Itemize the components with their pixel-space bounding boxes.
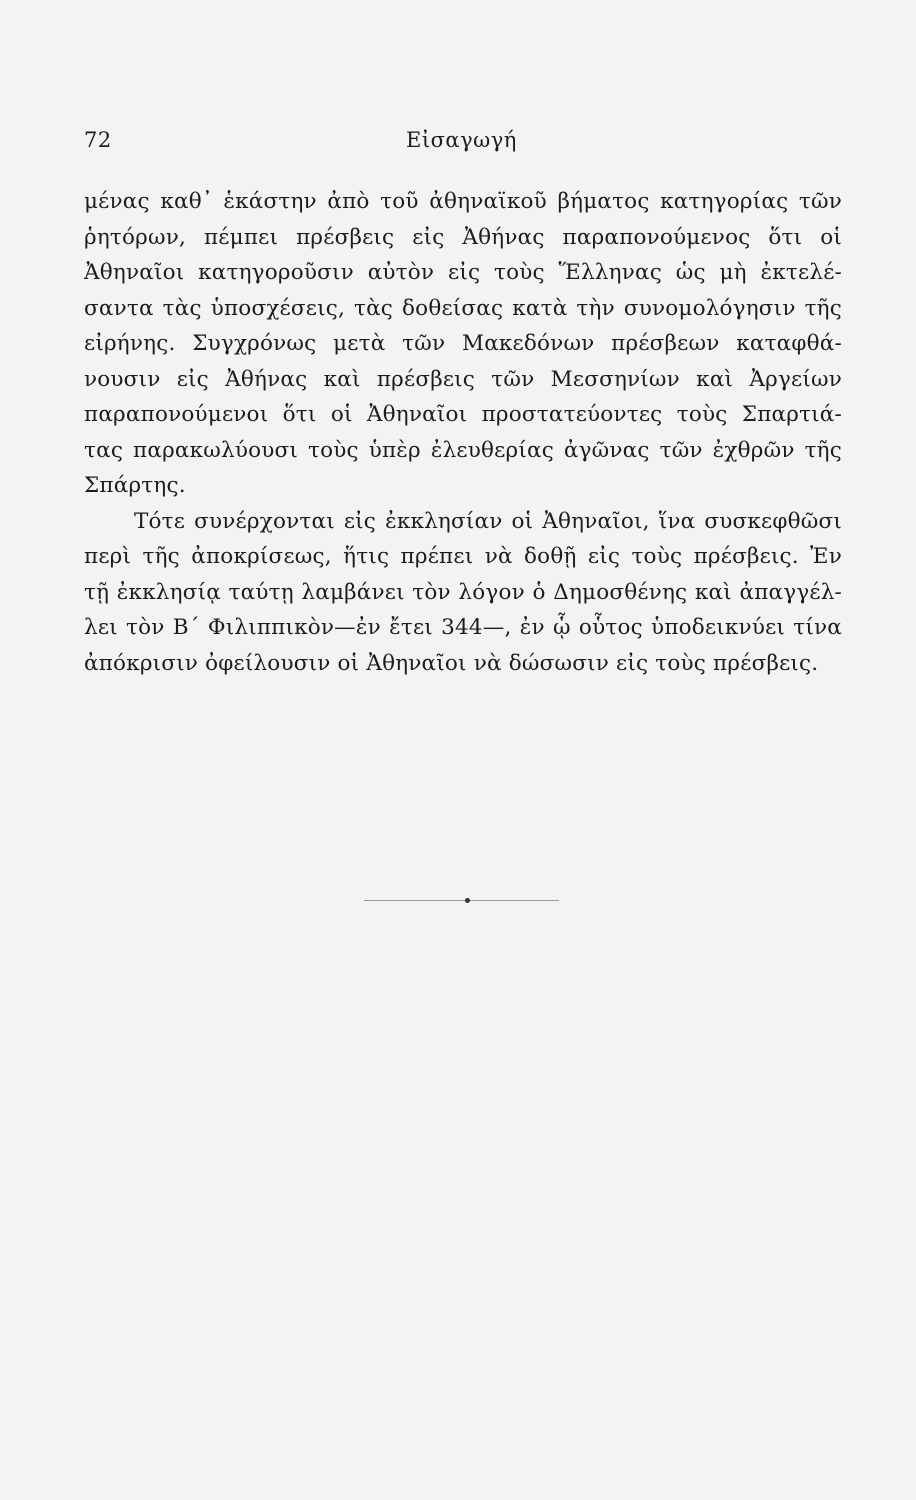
text-line: παραπονούμενοι ὅτι οἱ Ἀθηναῖοι προστατεύοντες τοὺς Σπαρτιά- — [84, 402, 842, 427]
text-line: εἰρήνης. Συγχρόνως μετὰ τῶν Μακεδόνων πρέσβεων καταφθά- — [84, 331, 842, 356]
text-line: Ἀθηναῖοι κατηγοροῦσιν αὐτὸν εἰς τοὺς Ἕλληνας ὡς μὴ ἐκτελέ- — [84, 260, 842, 285]
section-divider — [364, 900, 559, 901]
text-line: μένας καθ᾽ ἑκάστην ἀπὸ τοῦ ἀθηναϊκοῦ βήματος κατηγορίας τῶν — [84, 189, 842, 214]
text-line: τας παρακωλύουσι τοὺς ὑπὲρ ἐλευθερίας ἀγῶνας τῶν ἐχθρῶν τῆς — [84, 437, 842, 463]
running-title: Εἰσαγωγή — [406, 128, 517, 152]
text-line: τῇ ἐκκλησίᾳ ταύτῃ λαμβάνει τὸν λόγον ὁ Δημοσθένης καὶ ἀπαγγέλ- — [84, 579, 842, 605]
text-line: Σπάρτης. — [84, 473, 186, 498]
text-line: νουσιν εἰς Ἀθήνας καὶ πρέσβεις τῶν Μεσσηνίων καὶ Ἀργείων — [84, 366, 842, 392]
text-line: ῥητόρων, πέμπει πρέσβεις εἰς Ἀθήνας παραπονούμενος ὅτι οἱ — [84, 224, 842, 250]
body-text — [84, 184, 842, 681]
text-line: Τότε συνέρχονται εἰς ἐκκλησίαν οἱ Ἀθηναῖοι, ἵνα συσκεφθῶσι — [134, 508, 842, 534]
text-line: σαντα τὰς ὑποσχέσεις, τὰς δοθείσας κατὰ τὴν συνομολόγησιν τῆς — [84, 295, 842, 321]
text-line: λει τὸν Β΄ Φιλιππικὸν—ἐν ἔτει 344—, ἐν ᾧ οὗτος ὑποδεικνύει τίνα — [84, 615, 842, 640]
text-line: περὶ τῆς ἀποκρίσεως, ἥτις πρέπει νὰ δοθῇ εἰς τοὺς πρέσβεις. Ἐν — [84, 544, 842, 569]
page-header — [84, 128, 842, 160]
page-number: 72 — [84, 128, 112, 152]
text-line: ἀπόκρισιν ὀφείλουσιν οἱ Ἀθηναῖοι νὰ δώσωσιν εἰς τοὺς πρέσβεις. — [84, 650, 819, 676]
section-divider-ornament — [465, 898, 470, 903]
